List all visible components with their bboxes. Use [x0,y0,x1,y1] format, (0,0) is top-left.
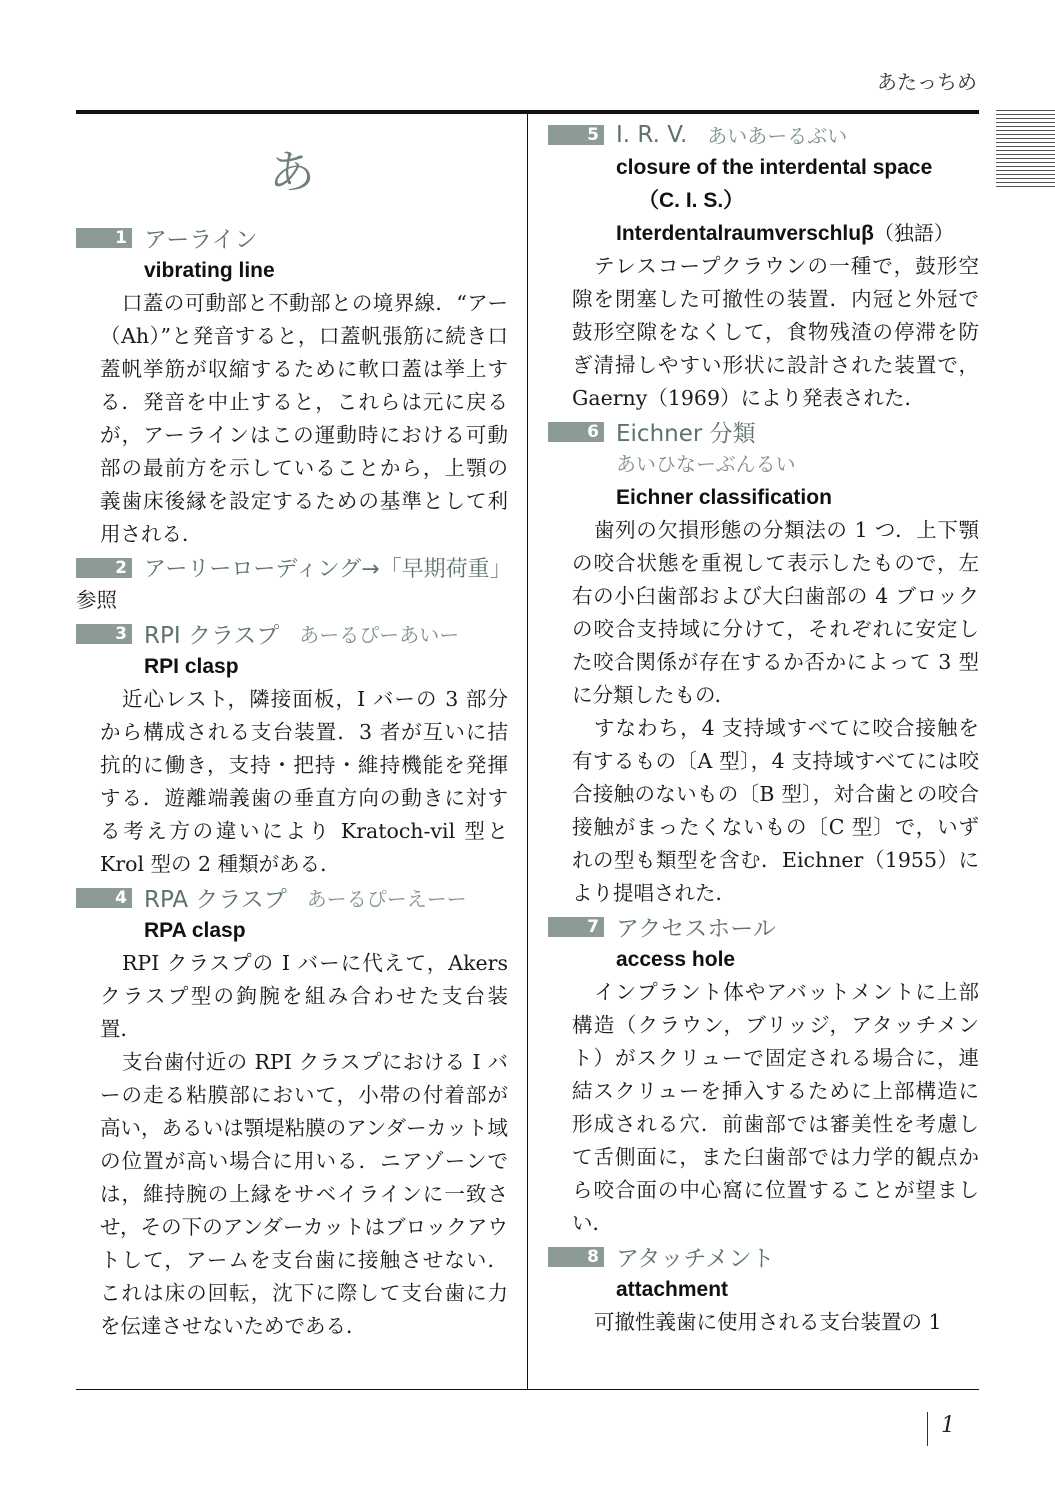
entry-reading: あいあーるぶい [707,124,848,148]
entry-paragraph: 可撤性義歯に使用される支台装置の 1 [594,1310,942,1334]
entry-term: I. R. V. [616,121,688,148]
entry-english: access hole [616,948,736,971]
entry-paragraph: 支台歯付近の RPI クラスプにおける I バーの走る粘膜部において，小帯の付着部が高い，あるいは顎堤粘膜のアンダーカット域の位置が高い場合に用いる．ニアゾーンでは，維持腕の上縁をサベイラインに一致させ，その下のアンダーカットはブロックアウトして，アームを支台歯に接触させない．これは床の回転，沈下に際して支台歯に力を伝達させないためである． [100,1050,508,1338]
entry [548,415,979,910]
entry-term: アクセスホール [616,916,776,942]
entry-paragraph: テレスコープクラウンの一種で，鼓形空隙を閉塞した可撤性の装置．内冠と外冠で鼓形空隙をなくして，食物残渣の停滞を防ぎ清掃しやすい形状に設計された装置で，Gaerny（1969）により発表された． [572,254,979,410]
left-column [76,118,512,1343]
section-heading-kana: あ [269,145,315,199]
entry-term: アタッチメント [616,1246,775,1272]
entry-body [548,250,979,415]
entry-paragraph: すなわち，4 支持域すべてに咬合接触を有するもの〔A 型〕，4 支持域すべてには咬合接触のないもの〔B 型〕，対合歯との咬合接触がまったくないもの〔C 型〕で，いずれの型も類型を含む．Eichner（1955）により提唱された． [572,716,979,905]
column-divider [527,114,528,1390]
entry-paragraph: RPI クラスプの I バーに代えて，Akers クラスプ型の鉤腕を組み合わせた支台装置． [100,951,508,1041]
entry-english: RPI clasp [144,655,239,678]
entry [548,910,979,1240]
running-head: あたっちめ [877,70,977,94]
entry-number-badge: 3 [76,624,132,644]
entry-term: アーリーローディング→「早期荷重」 [144,557,512,582]
entry-paragraph: 歯列の欠損形態の分類法の 1 つ．上下顎の咬合状態を重視して表示したもので，左右の小臼歯部および大臼歯部の 4 ブロックの咬合支持域に分けて，それぞれに安定した咬合関係が存在するか否かによって 3 型に分類したもの． [572,518,979,707]
entry-reading: あーるぴーえーー [306,887,467,911]
entry-number-badge: 8 [548,1247,604,1267]
right-column [548,118,979,1339]
entry-number-badge: 7 [548,917,604,937]
entry [76,221,508,551]
entry-paragraph: 近心レスト，隣接面板，I バーの 3 部分から構成される支台装置．3 者が互いに拮抗的に働き，支持・把持・維持機能を発揮する．遊離端義歯の垂直方向の動きに対する考え方の違いにより Kratoch-vil 型と Krol 型の 2 種類がある． [100,687,508,876]
entry-body [548,514,979,910]
entry-paragraph: インプラント体やアバットメントに上部構造（クラウン，ブリッジ，アタッチメント）がスクリューで固定される場合に，連結スクリューを挿入するために上部構造に形成される穴．前歯部では審美性を考慮して舌側面に，また臼歯部では力学的観点から咬合面の中心窩に位置することが望ましい． [572,980,979,1235]
entry-reading: あーるぴーあいー [299,623,460,647]
entry [548,1240,979,1339]
entry-body [76,584,508,617]
entry-number-badge: 6 [548,422,604,442]
entry-number-badge: 2 [76,558,132,578]
entry-paragraph: 参照 [76,588,117,612]
entry-german-term: Interdentalraumverschluβ [616,222,874,245]
page-number: 1 [941,1413,955,1438]
entry-number-badge: 1 [76,228,132,248]
entry-body [76,683,508,881]
entry-term: RPI クラスプ [144,623,280,649]
page-number-separator [927,1412,928,1446]
entry [76,881,508,1343]
bottom-rule [76,1389,979,1390]
entry-english-abbrev: （C. I. S.） [638,189,745,212]
entry-paragraph: 口蓋の可動部と不動部との境界線．“アー（Ah）”と発音すると，口蓋帆張筋に続き口蓋帆挙筋が収縮するために軟口蓋は挙上する．発音を中止すると，これらは元に戻るが，アーラインはこの運動時における可動部の最前方を示していることから，上顎の義歯床後縁を設定するための基準として利用される． [100,291,508,546]
entry-term: Eichner 分類 [616,421,756,447]
entry-body [548,976,979,1240]
entry [76,617,508,881]
entry-body [548,1306,979,1339]
entry-english: attachment [616,1278,729,1301]
entry-term: RPA クラスプ [144,887,287,913]
entry-reading: あいひなーぶんるい [616,452,796,476]
entry-english: closure of the interdental space [616,156,933,179]
entry-german [548,217,979,250]
entry [548,118,979,415]
entry-english: RPA clasp [144,919,246,942]
entry-body [76,287,508,551]
entry-language-note: （独語） [873,221,954,245]
entry-number-badge: 5 [548,125,604,145]
entry-number-badge: 4 [76,888,132,908]
thumb-index-tab [996,110,1055,189]
entry [76,551,512,617]
entry-english: vibrating line [144,259,275,282]
entry-term: アーライン [144,227,258,253]
entry-english: Eichner classification [616,486,832,509]
entry-body [76,947,508,1343]
